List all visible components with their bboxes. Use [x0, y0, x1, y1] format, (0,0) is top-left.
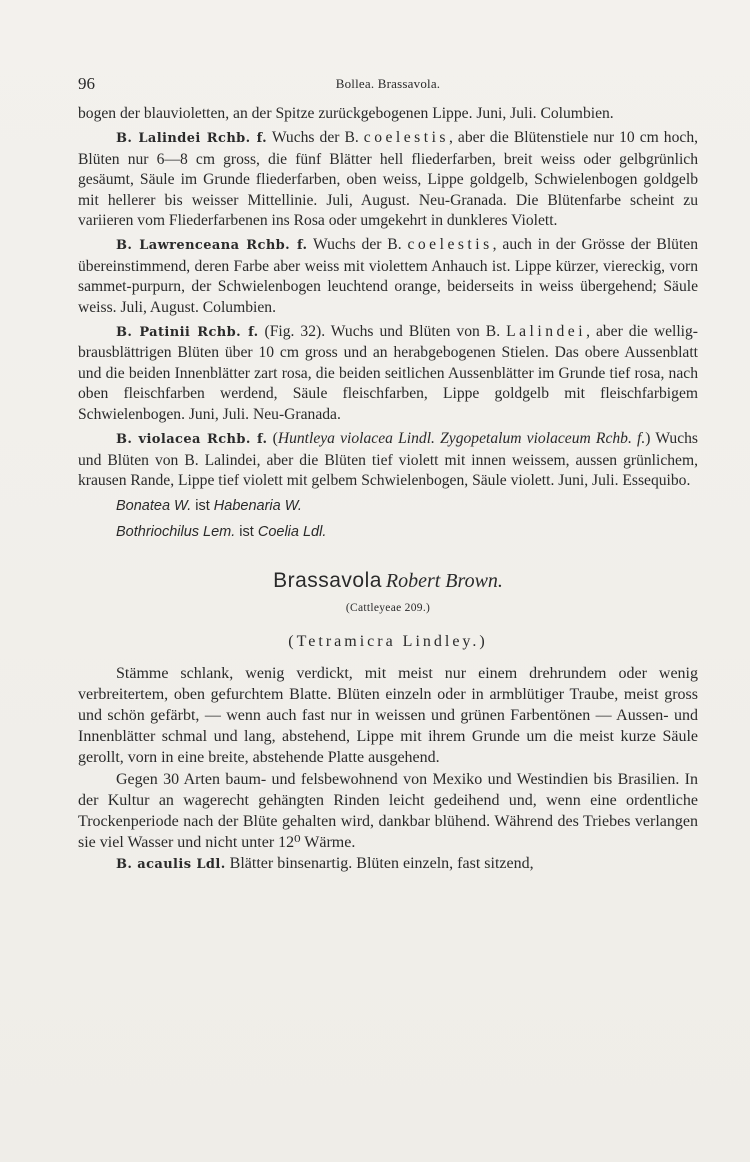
species-name: B. Lalindei Rchb. f.: [116, 131, 268, 147]
species-entry-lawrenceana: [78, 235, 698, 318]
genus-description: [78, 663, 698, 876]
entry-text: (: [267, 430, 278, 448]
entry-text: ) Wuchs und Blüten von B. Lalindei, aber die Blüten tief violett mit innen weissem, aussen grünlichem, krausen Rande, Lippe tief violett mit gelbem Schwielenbogen, Säule violett. Juni, Juli. Essequibo.: [78, 430, 698, 489]
species-entry-patinii: [78, 322, 698, 425]
synonym-line: [78, 521, 698, 543]
spaced-species: Lalindei: [506, 323, 587, 341]
synonym-target: Coelia Ldl.: [257, 524, 327, 541]
page-number: 96: [78, 74, 95, 93]
synonym-genus: Bothriochilus Lem.: [116, 524, 236, 541]
species-entry-lalindei: [78, 128, 698, 231]
species-name: B. Lawrenceana Rchb. f.: [116, 238, 308, 254]
species-name: B. acaulis Ldl.: [116, 857, 226, 873]
entry-text: Wuchs der B.: [307, 236, 408, 254]
synonym-italic: Huntleya violacea Lindl. Zygopetalum violaceum Rchb. f.: [277, 430, 646, 448]
synonym-genus: Bonatea W.: [116, 498, 192, 515]
species-entry-acaulis: [78, 853, 698, 875]
genus-author: Robert Brown.: [385, 570, 503, 593]
tribe-reference: (Cattleyeae 209.): [345, 601, 431, 614]
species-entry-violacea: [78, 429, 698, 491]
genus-paragraph-1: Stämme schlank, wenig verdickt, mit meist nur einem drehrundem oder wenig verbreitertem, oben gefurchtem Blatte. Blüten einzeln oder in armblütiger Traube, meist gross und schön gefärbt, — wenn auch fast nur in weissen und grünen Farbentönen — Aussen- und Innenblätter schmal und lang, abstehend, Lippe mit ihrem Grunde um die meist kurze Säule gerollt, vorn in eine breite, abstehende Platte ausgehend.: [78, 664, 698, 767]
page-header: [78, 74, 698, 94]
synonym-connector: ist: [191, 498, 214, 515]
entry-text: (Fig. 32). Wuchs und Blüten von B.: [258, 323, 507, 341]
intro-paragraph: bogen der blauvioletten, an der Spitze zurückgebogenen Lippe. Juni, Juli. Columbien.: [78, 105, 614, 122]
species-name: B. violacea Rchb. f.: [116, 432, 268, 448]
spaced-species: coelestis: [407, 236, 493, 254]
synonym-line: [78, 495, 698, 517]
genus-title: Brassavola: [273, 569, 382, 593]
species-name: B. Patinii Rchb. f.: [116, 325, 259, 341]
synonym-target: Habenaria W.: [213, 498, 302, 515]
running-title: Bollea. Brassavola.: [335, 76, 441, 91]
entry-text: , aber die wellig-brausblättrigen Blüten über 10 cm gross und an herabgebogenen Stielen. Das obere Aussenblatt und die beiden Innenblätter zart rosa, die beiden seitlichen Aussenblätter im Grunde tief rosa, nach oben fleischfarben werdend, Säule fleischfarben, Lippe goldgelb mit fleischfarbigem Schwielenbogen. Juni, Juli. Neu-Granada.: [78, 323, 698, 423]
entry-text: Wuchs der B.: [267, 129, 364, 147]
entry-text: , aber die Blütenstiele nur 10 cm hoch, Blüten nur 6—8 cm gross, die fünf Blätter hell fliederfarben, breit weiss oder gelbgrünlich gesäumt, Säule im Grunde fliederfarben, oben weiss, Lippe goldgelb, Schwielenbogen goldgelb mit hellerer bis weisser Mittellinie. Juli, August. Neu-Granada. Die Blütenfarbe scheint zu variieren vom Fliederfarbenen ins Rosa oder umgekehrt in dunkleres Violett.: [78, 129, 699, 230]
genus-paragraph-2: Gegen 30 Arten baum- und felsbewohnend von Mexiko und Westindien bis Brasilien. In der Kultur an wagerecht gehängten Rinden leicht gedeihend und, wenn eine ordentliche Trockenperiode nach der Blüte gehalten wird, dankbar blühend. Während des Triebes verlangen sie viel Wasser und nicht unter 12⁰ Wärme.: [78, 770, 698, 852]
synonym-connector: ist: [235, 524, 258, 541]
entry-text: Blätter binsenartig. Blüten einzeln, fast sitzend,: [225, 855, 534, 873]
spaced-species: coelestis: [363, 129, 449, 147]
page-body: [78, 104, 698, 876]
genus-synonym: (Tetramicra Lindley.): [288, 633, 488, 651]
entry-text: , auch in der Grösse der Blüten übereinstimmend, deren Farbe aber weiss mit violettem Anhauch ist. Lippe kürzer, viereckig, vorn sammet-purpurn, der Schwielenbogen leuchtend orange, beiderseits in weiss übergehend; Säule weiss. Juli, August. Columbien.: [78, 236, 698, 316]
genus-heading: [78, 571, 698, 652]
